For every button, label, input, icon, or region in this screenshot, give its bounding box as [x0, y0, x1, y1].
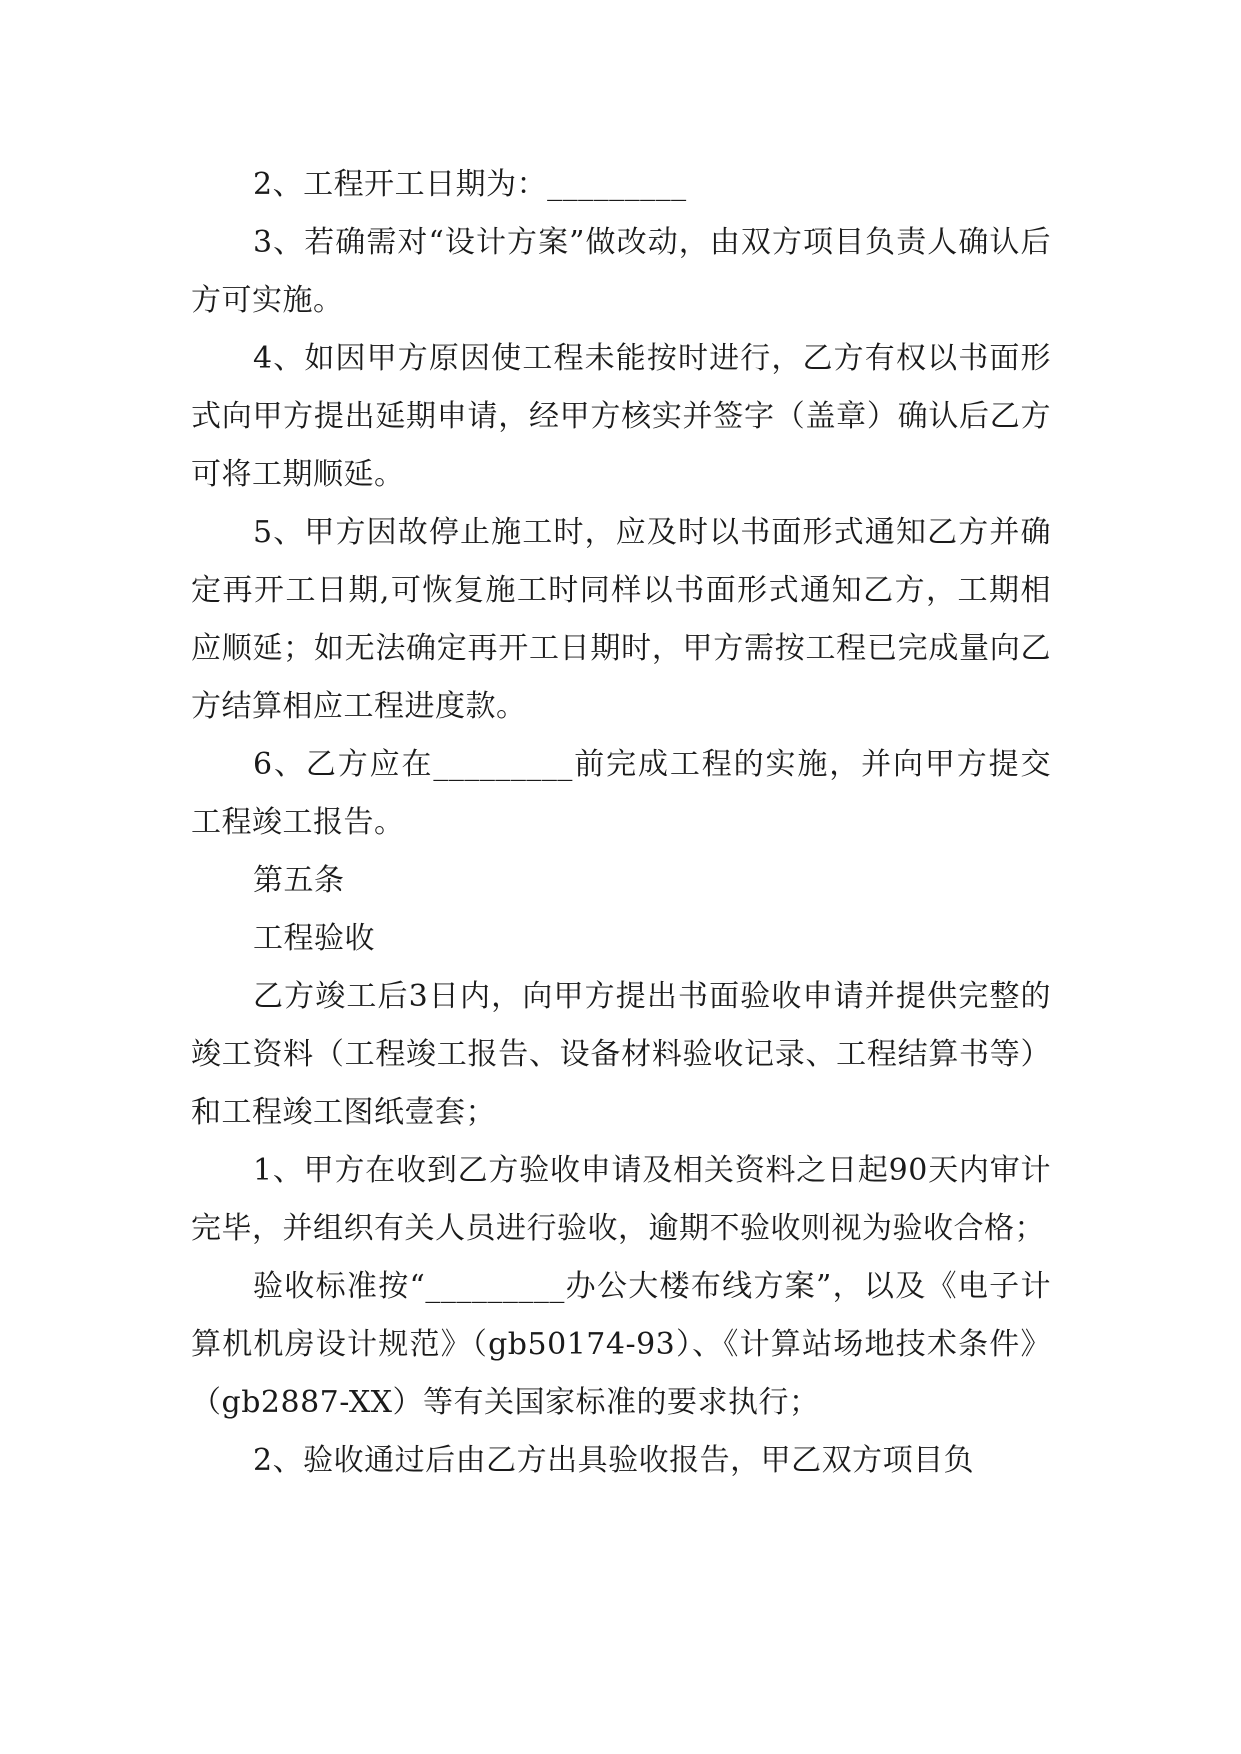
- paragraph-acceptance-standard: 验收标准按“_________办公大楼布线方案”，以及《电子计算机机房设计规范》（gb50174-93）、《计算站场地技术条件》（gb2887-XX）等有关国家标准的要求执行；: [191, 1269, 1051, 1420]
- paragraph-acceptance-request: 乙方竣工后3日内，向甲方提出书面验收申请并提供完整的竣工资料（工程竣工报告、设备材料验收记录、工程结算书等）和工程竣工图纸壹套；: [191, 979, 1051, 1130]
- article-title: 工程验收: [253, 921, 375, 956]
- paragraph-acceptance-report: 2、验收通过后由乙方出具验收报告，甲乙双方项目负: [253, 1443, 975, 1478]
- paragraph-audit-period: 1、甲方在收到乙方验收申请及相关资料之日起90天内审计完毕，并组织有关人员进行验收，逾期不验收则视为验收合格；: [191, 1153, 1051, 1246]
- article-number: 第五条: [253, 863, 345, 898]
- document-body: [191, 156, 1051, 1490]
- paragraph-start-date: 2、工程开工日期为：_________: [253, 167, 687, 202]
- paragraph-completion-deadline: 6、乙方应在_________前完成工程的实施，并向甲方提交工程竣工报告。: [191, 747, 1051, 840]
- paragraph-work-suspension: 5、甲方因故停止施工时，应及时以书面形式通知乙方并确定再开工日期,可恢复施工时同样以书面形式通知乙方，工期相应顺延；如无法确定再开工日期时，甲方需按工程已完成量向乙方结算相应工程进度款。: [191, 515, 1051, 724]
- paragraph-design-change: 3、若确需对“设计方案”做改动，由双方项目负责人确认后方可实施。: [191, 225, 1051, 318]
- paragraph-delay-request: 4、如因甲方原因使工程未能按时进行，乙方有权以书面形式向甲方提出延期申请，经甲方核实并签字（盖章）确认后乙方可将工期顺延。: [191, 341, 1051, 492]
